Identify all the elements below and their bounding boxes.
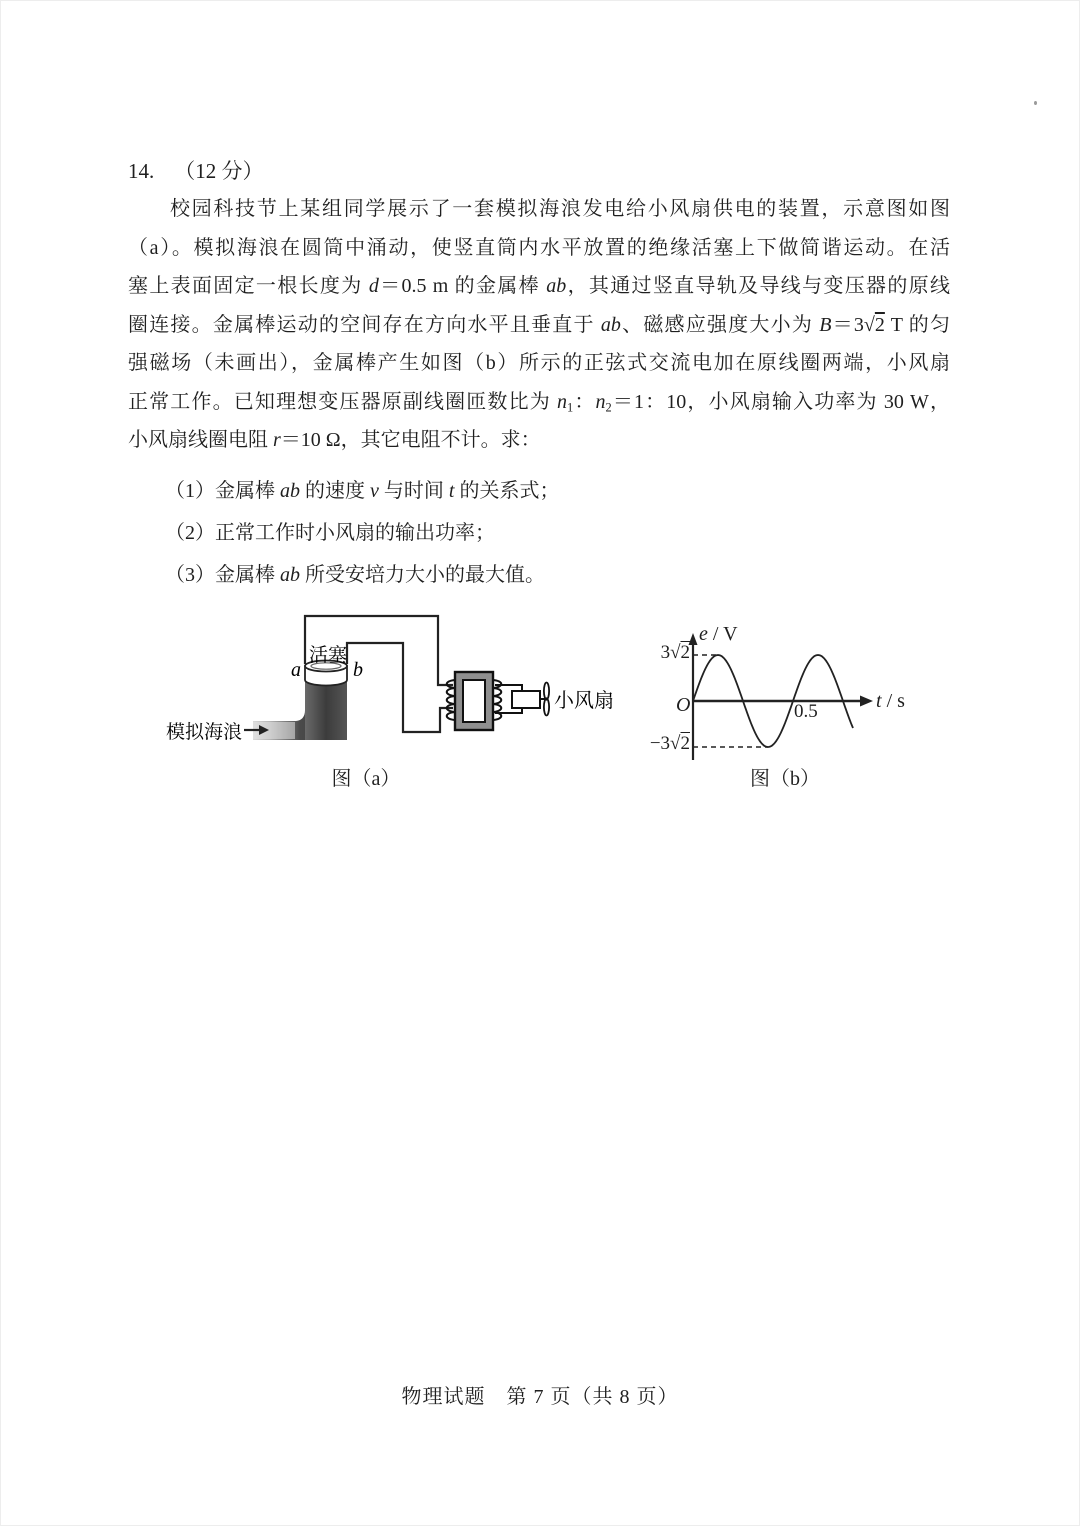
- statement-line: 塞上表面固定一根长度为 d＝0.5 m 的金属棒 ab，其通过竖直导轨及导线与变压器的原线: [128, 275, 951, 297]
- scan-artifact-dot: [1034, 101, 1037, 105]
- statement-line: （a）。模拟海浪在圆筒中涌动，使竖直筒内水平放置的绝缘活塞上下做简谐运动。在活: [128, 236, 950, 259]
- problem-statement: [128, 190, 950, 460]
- fan-label: 小风扇: [554, 690, 614, 712]
- trough-value-label: −3√2: [649, 733, 690, 754]
- fan-blade-upper: [544, 683, 549, 700]
- wave-label: 模拟海浪: [166, 722, 243, 743]
- statement-line: 校园科技节上某组同学展示了一套模拟海浪发电给小风扇供电的装置，示意图如图: [170, 198, 950, 220]
- statement-line: 圈连接。金属棒运动的空间存在方向水平且垂直于 ab、磁感应强度大小为 B＝3√2 T 的匀: [128, 313, 951, 336]
- rod-end-a-label: a: [291, 659, 301, 681]
- peak-value-label: 3√2: [660, 642, 690, 663]
- page-footer: 物理试题 第 7 页（共 8 页）: [401, 1386, 679, 1408]
- statement-line: 强磁场（未画出），金属棒产生如图（b）所示的正弦式交流电加在原线圈两端，小风扇: [128, 352, 950, 374]
- statement-line: 正常工作。已知理想变压器原副线圈匝数比为 n1：n2＝1：10，小风扇输入功率为 30 W，: [128, 390, 951, 414]
- fan-hub: [545, 697, 548, 700]
- x-axis-arrow: [860, 696, 873, 707]
- sub-question-2: （2）正常工作时小风扇的输出功率；: [165, 522, 495, 544]
- fan-blade-lower: [544, 699, 549, 716]
- figure-a-apparatus-diagram: [150, 608, 630, 773]
- figure-a-caption: 图（a）: [331, 768, 401, 790]
- y-axis-label: e / V: [699, 623, 738, 645]
- water-column: [305, 682, 347, 740]
- piston-label: 活塞: [309, 645, 348, 666]
- sub-questions: [128, 470, 950, 596]
- transformer-window: [463, 680, 485, 722]
- x-axis-label: t / s: [876, 690, 905, 712]
- rod-end-b-label: b: [353, 659, 363, 681]
- figure-b-caption: 图（b）: [750, 768, 820, 790]
- statement-line: 小风扇线圈电阻 r＝10 Ω，其它电阻不计。求：: [128, 429, 541, 451]
- sub-question-3: （3）金属棒 ab 所受安培力大小的最大值。: [165, 564, 545, 586]
- sub-question-1: （1）金属棒 ab 的速度 v 与时间 t 的关系式；: [165, 480, 560, 502]
- question-header: 14. （12 分）: [128, 159, 264, 183]
- x-tick-label: 0.5: [794, 701, 818, 722]
- origin-label: O: [676, 694, 691, 716]
- fan-motor: [512, 691, 540, 708]
